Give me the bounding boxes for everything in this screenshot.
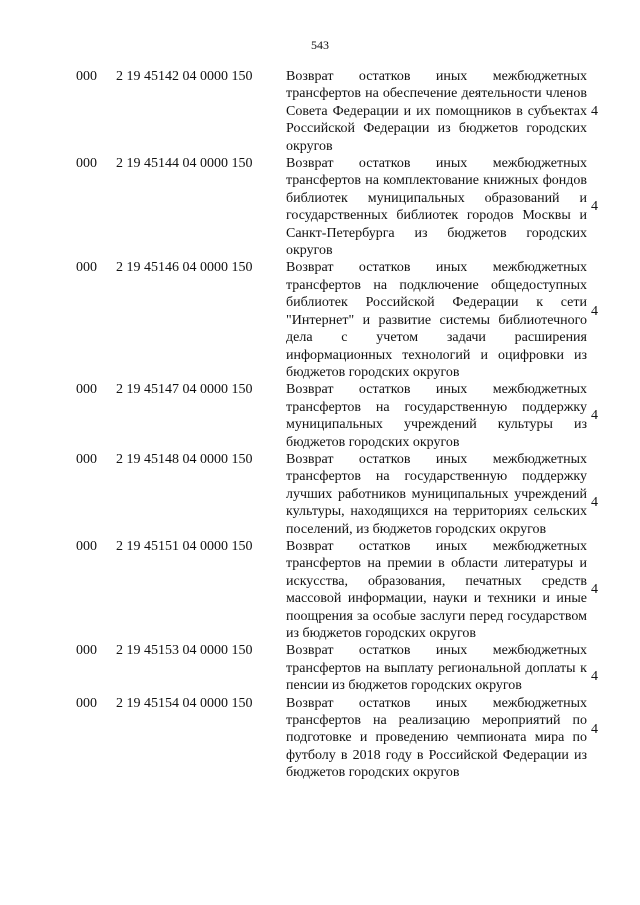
table-row bbox=[0, 155, 640, 259]
table-row bbox=[0, 538, 640, 642]
table-row bbox=[0, 381, 640, 451]
table-row bbox=[0, 259, 640, 381]
page-number: 543 bbox=[311, 38, 329, 52]
admin-code: 000 bbox=[76, 382, 97, 398]
revenue-name: Возврат остатков иных межбюджетных трансфертов на государственную поддержку лучших работников муниципальных учреждений культуры, находящихся на территориях сельских поселений, из бюджетов городских округов bbox=[286, 451, 587, 537]
admin-code: 000 bbox=[76, 260, 97, 276]
revenue-name: Возврат остатков иных межбюджетных трансфертов на комплектование книжных фондов библиотек муниципальных образований и государственных библиотек городов Москвы и Санкт-Петербурга из бюджетов городских округов bbox=[286, 156, 587, 259]
norm-value: 4 bbox=[591, 199, 598, 215]
revenue-name: Возврат остатков иных межбюджетных трансфертов на государственную поддержку муниципальных учреждений культуры из бюджетов городских округов bbox=[286, 382, 587, 450]
budget-classification-code: 2 19 45151 04 0000 150 bbox=[116, 538, 253, 554]
revenue-name: Возврат остатков иных межбюджетных трансфертов на подключение общедоступных библиотек Российской Федерации к сети "Интернет" и развитие системы библиотечного дела с учетом задачи расширения информационных технологий и оцифровки из бюджетов городских округов bbox=[286, 260, 587, 380]
budget-classification-code: 2 19 45148 04 0000 150 bbox=[116, 451, 253, 467]
admin-code: 000 bbox=[76, 643, 97, 659]
norm-value: 4 bbox=[591, 304, 598, 320]
budget-classification-code: 2 19 45142 04 0000 150 bbox=[116, 69, 253, 84]
admin-code: 000 bbox=[76, 156, 97, 172]
budget-classification-code: 2 19 45154 04 0000 150 bbox=[116, 695, 253, 711]
norm-value: 4 bbox=[591, 581, 598, 597]
revenue-name: Возврат остатков иных межбюджетных трансфертов на выплату региональной доплаты к пенсии из бюджетов городских округов bbox=[286, 643, 587, 694]
table-row bbox=[0, 451, 640, 538]
norm-value: 4 bbox=[591, 669, 598, 685]
norm-value: 4 bbox=[591, 104, 598, 119]
admin-code: 000 bbox=[76, 69, 97, 84]
admin-code: 000 bbox=[76, 451, 97, 467]
norm-value: 4 bbox=[591, 721, 598, 737]
budget-classification-code: 2 19 45147 04 0000 150 bbox=[116, 382, 253, 398]
admin-code: 000 bbox=[76, 538, 97, 554]
table-row bbox=[0, 695, 640, 782]
norm-value: 4 bbox=[591, 408, 598, 424]
revenue-name: Возврат остатков иных межбюджетных трансфертов на премии в области литературы и искусства, образования, печатных средств массовой информации, науки и техники и иные поощрения за особые заслуги перед государством из бюджетов городских округов bbox=[286, 538, 587, 641]
budget-classification-code: 2 19 45153 04 0000 150 bbox=[116, 643, 253, 659]
budget-classification-code: 2 19 45144 04 0000 150 bbox=[116, 156, 253, 172]
budget-classification-code: 2 19 45146 04 0000 150 bbox=[116, 260, 253, 276]
revenue-name: Возврат остатков иных межбюджетных трансфертов на обеспечение деятельности членов Совета Федерации и их помощников в субъектах Российской Федерации из бюджетов городских округов bbox=[286, 69, 587, 154]
table-row bbox=[0, 642, 640, 694]
revenue-name: Возврат остатков иных межбюджетных трансфертов на реализацию мероприятий по подготовке и проведению чемпионата мира по футболу в 2018 году в Российской Федерации из бюджетов городских округов bbox=[286, 695, 587, 781]
admin-code: 000 bbox=[76, 695, 97, 711]
table-row bbox=[0, 68, 640, 155]
budget-code-table bbox=[0, 68, 640, 782]
norm-value: 4 bbox=[591, 494, 598, 510]
